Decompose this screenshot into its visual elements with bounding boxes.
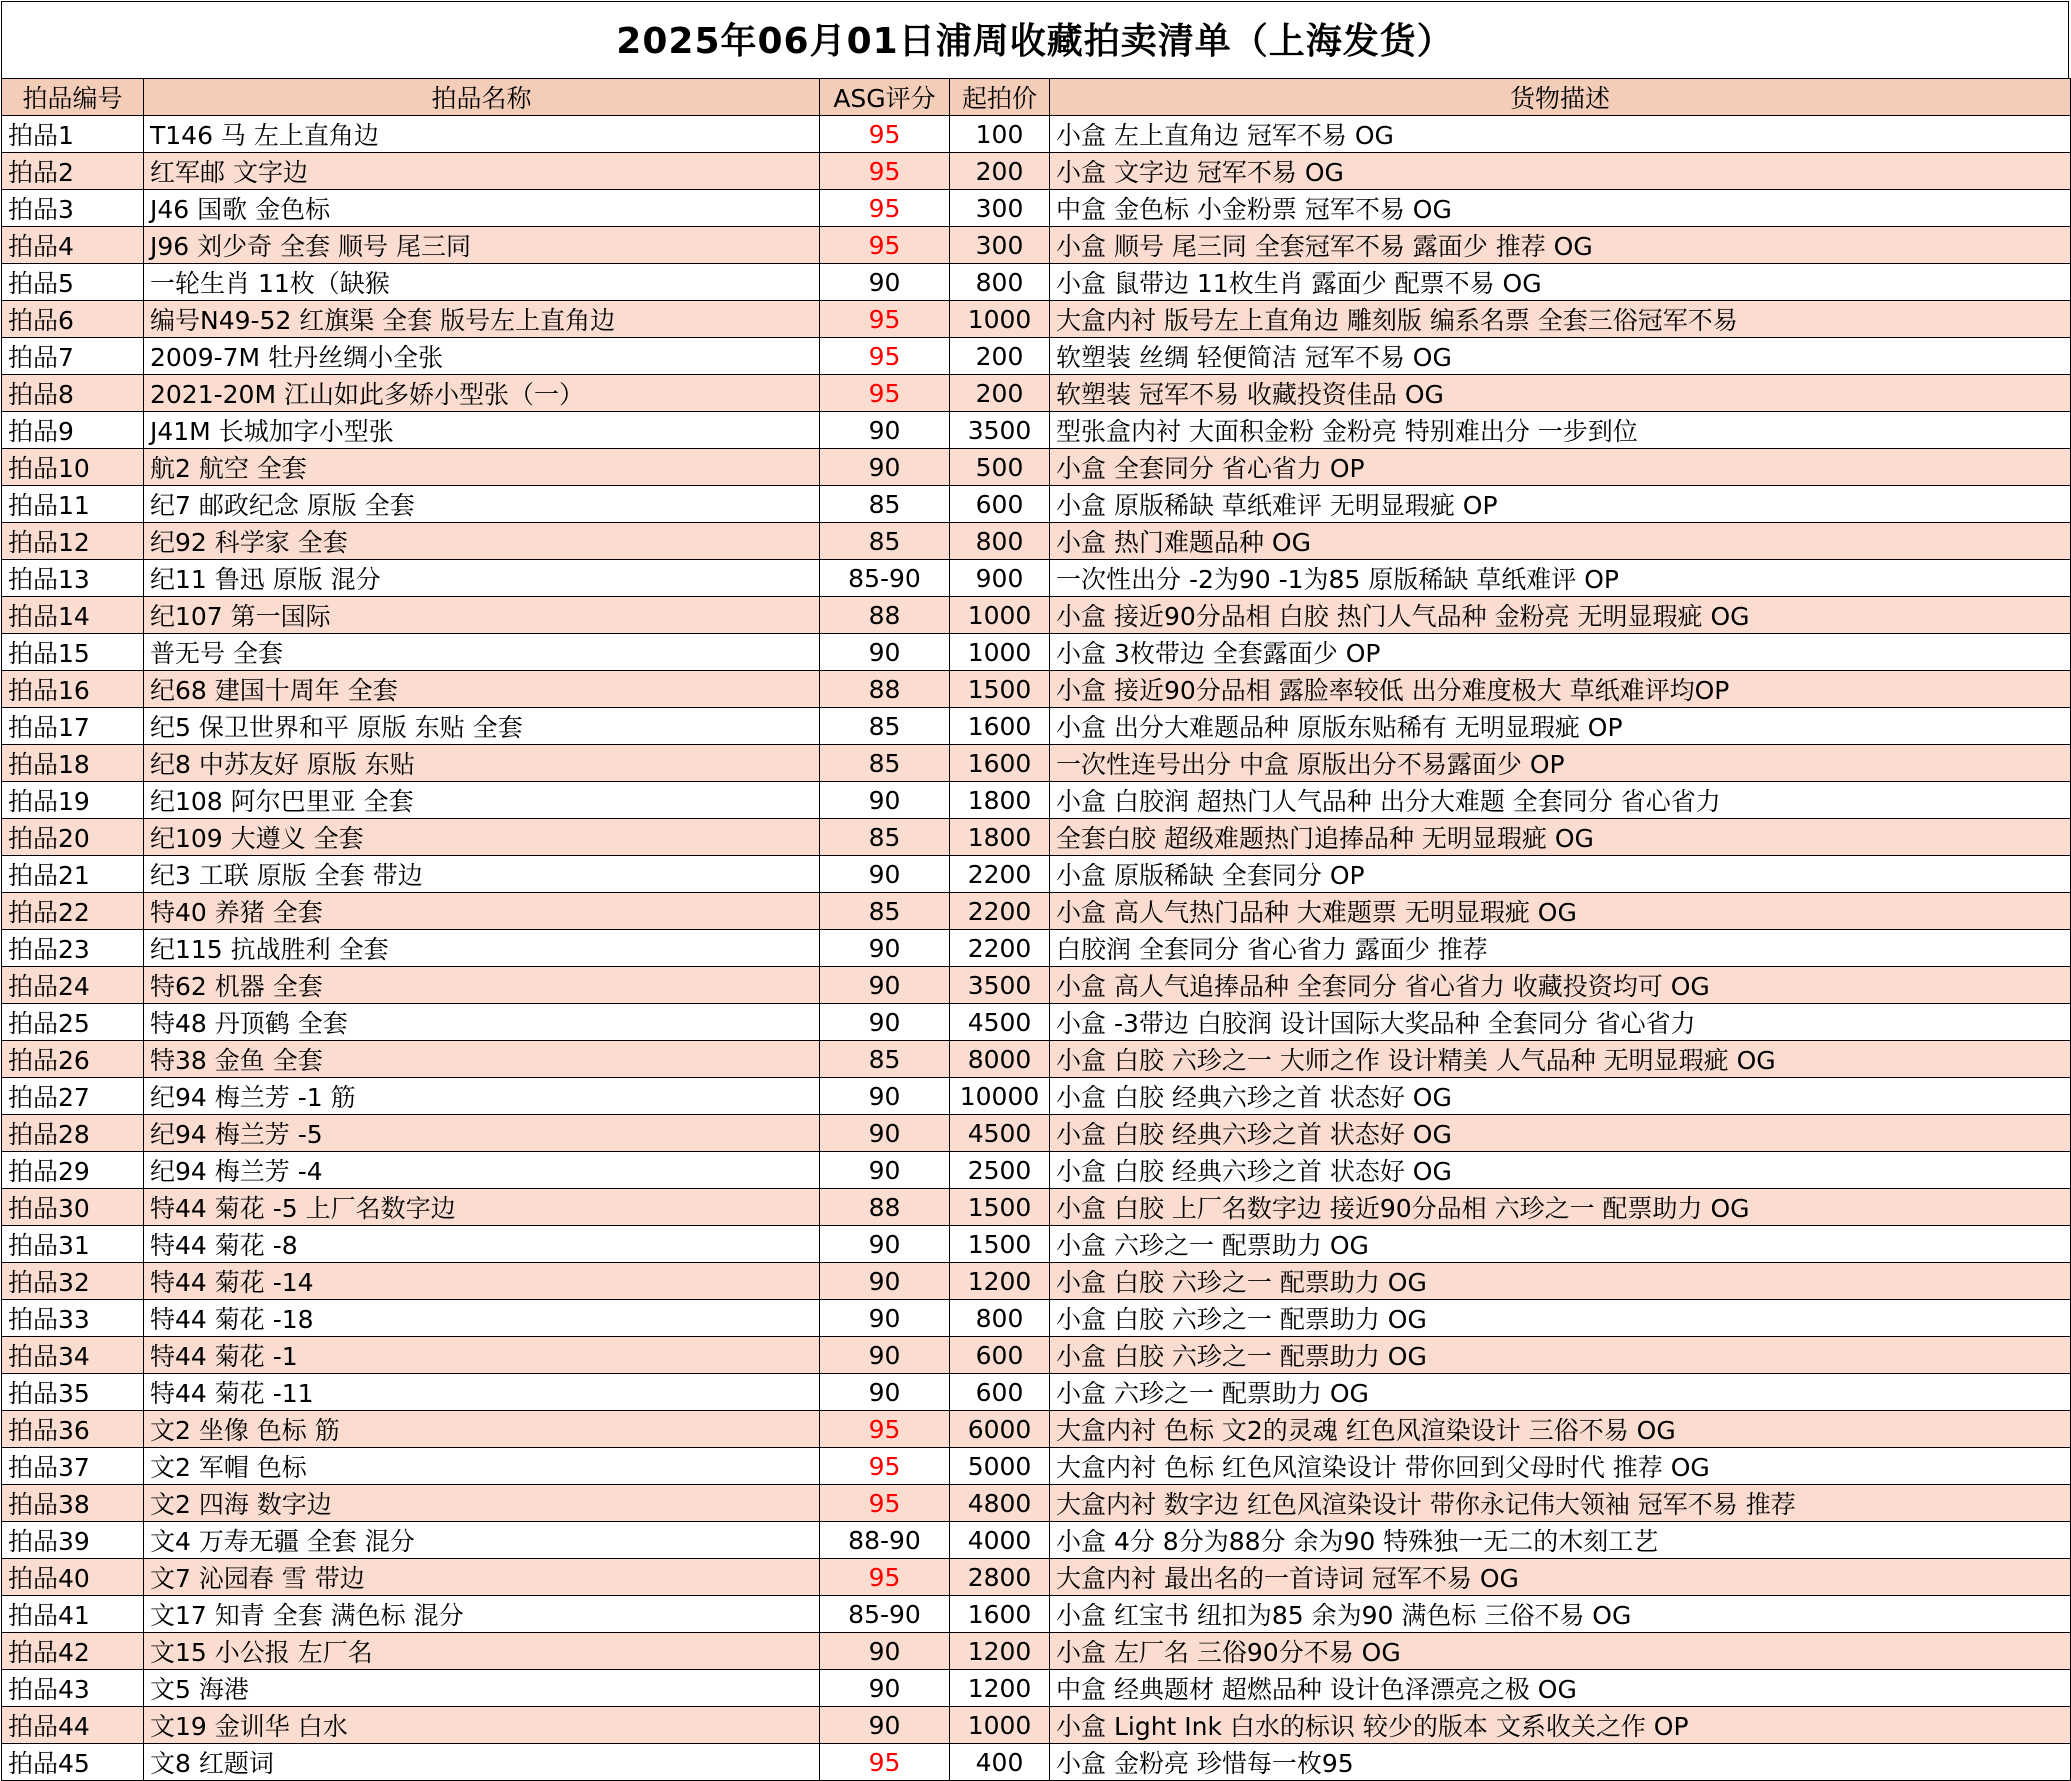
asg-score-cell: 85-90 [820, 1596, 950, 1633]
asg-score-cell: 85 [820, 1041, 950, 1078]
lot-number-cell: 拍品6 [2, 301, 144, 338]
lot-name-cell: 纪5 保卫世界和平 原版 东贴 全套 [144, 708, 820, 745]
lot-name-cell: 文17 知青 全套 满色标 混分 [144, 1596, 820, 1633]
lot-number-cell: 拍品17 [2, 708, 144, 745]
table-row [2, 1448, 2071, 1485]
table-row [2, 1189, 2071, 1226]
asg-score-cell: 85 [820, 523, 950, 560]
starting-price-cell: 1200 [950, 1670, 1050, 1707]
description-cell: 小盒 白胶 经典六珍之首 状态好 OG [1050, 1115, 2071, 1152]
lot-name-cell: 特44 菊花 -11 [144, 1374, 820, 1411]
lot-number-cell: 拍品26 [2, 1041, 144, 1078]
lot-number-cell: 拍品43 [2, 1670, 144, 1707]
starting-price-cell: 3500 [950, 412, 1050, 449]
lot-name-cell: 纪92 科学家 全套 [144, 523, 820, 560]
table-row [2, 412, 2071, 449]
lot-number-cell: 拍品14 [2, 597, 144, 634]
lot-number-cell: 拍品33 [2, 1300, 144, 1337]
lot-number-cell: 拍品19 [2, 782, 144, 819]
table-row [2, 893, 2071, 930]
lot-number-cell: 拍品22 [2, 893, 144, 930]
header-row [2, 79, 2071, 116]
lot-name-cell: 纪107 第一国际 [144, 597, 820, 634]
lot-name-cell: 文2 坐像 色标 筋 [144, 1411, 820, 1448]
description-cell: 小盒 文字边 冠军不易 OG [1050, 153, 2071, 190]
lot-number-cell: 拍品24 [2, 967, 144, 1004]
lot-name-cell: 纪68 建国十周年 全套 [144, 671, 820, 708]
table-row [2, 301, 2071, 338]
lot-name-cell: 纪94 梅兰芳 -1 筋 [144, 1078, 820, 1115]
lot-number-cell: 拍品39 [2, 1522, 144, 1559]
lot-name-cell: 纪94 梅兰芳 -4 [144, 1152, 820, 1189]
description-cell: 小盒 热门难题品种 OG [1050, 523, 2071, 560]
description-cell: 大盒内衬 色标 红色风渲染设计 带你回到父母时代 推荐 OG [1050, 1448, 2071, 1485]
table-row [2, 1707, 2071, 1744]
table-row [2, 375, 2071, 412]
starting-price-cell: 1500 [950, 1226, 1050, 1263]
starting-price-cell: 2800 [950, 1559, 1050, 1596]
asg-score-cell: 85 [820, 708, 950, 745]
asg-score-cell: 85 [820, 486, 950, 523]
lot-number-cell: 拍品35 [2, 1374, 144, 1411]
description-cell: 软塑装 冠军不易 收藏投资佳品 OG [1050, 375, 2071, 412]
description-cell: 大盒内衬 最出名的一首诗词 冠军不易 OG [1050, 1559, 2071, 1596]
lot-name-cell: J96 刘少奇 全套 顺号 尾三同 [144, 227, 820, 264]
lot-name-cell: 特44 菊花 -8 [144, 1226, 820, 1263]
asg-score-cell: 95 [820, 1559, 950, 1596]
lot-name-cell: 普无号 全套 [144, 634, 820, 671]
description-cell: 中盒 经典题材 超燃品种 设计色泽漂亮之极 OG [1050, 1670, 2071, 1707]
starting-price-cell: 800 [950, 1300, 1050, 1337]
starting-price-cell: 4500 [950, 1115, 1050, 1152]
lot-number-cell: 拍品9 [2, 412, 144, 449]
asg-score-cell: 90 [820, 930, 950, 967]
header-starting-price: 起拍价 [950, 79, 1050, 116]
description-cell: 小盒 六珍之一 配票助力 OG [1050, 1226, 2071, 1263]
asg-score-cell: 90 [820, 856, 950, 893]
table-row [2, 856, 2071, 893]
lot-name-cell: 纪3 工联 原版 全套 带边 [144, 856, 820, 893]
lot-name-cell: 文2 四海 数字边 [144, 1485, 820, 1522]
lot-name-cell: 文7 沁园春 雪 带边 [144, 1559, 820, 1596]
asg-score-cell: 90 [820, 1263, 950, 1300]
lot-number-cell: 拍品16 [2, 671, 144, 708]
description-cell: 小盒 3枚带边 全套露面少 OP [1050, 634, 2071, 671]
description-cell: 小盒 出分大难题品种 原版东贴稀有 无明显瑕疵 OP [1050, 708, 2071, 745]
starting-price-cell: 300 [950, 227, 1050, 264]
lot-number-cell: 拍品1 [2, 116, 144, 153]
asg-score-cell: 90 [820, 412, 950, 449]
header-lot-name: 拍品名称 [144, 79, 820, 116]
table-row [2, 708, 2071, 745]
lot-number-cell: 拍品2 [2, 153, 144, 190]
starting-price-cell: 300 [950, 190, 1050, 227]
asg-score-cell: 85-90 [820, 560, 950, 597]
lot-number-cell: 拍品12 [2, 523, 144, 560]
description-cell: 大盒内衬 色标 文2的灵魂 红色风渲染设计 三俗不易 OG [1050, 1411, 2071, 1448]
lot-number-cell: 拍品11 [2, 486, 144, 523]
asg-score-cell: 90 [820, 1670, 950, 1707]
lot-number-cell: 拍品5 [2, 264, 144, 301]
starting-price-cell: 6000 [950, 1411, 1050, 1448]
table-row [2, 930, 2071, 967]
starting-price-cell: 900 [950, 560, 1050, 597]
lot-name-cell: 文8 红题词 [144, 1744, 820, 1781]
table-row [2, 190, 2071, 227]
lot-name-cell: 一轮生肖 11枚（缺猴 [144, 264, 820, 301]
description-cell: 小盒 鼠带边 11枚生肖 露面少 配票不易 OG [1050, 264, 2071, 301]
lot-number-cell: 拍品8 [2, 375, 144, 412]
description-cell: 小盒 顺号 尾三同 全套冠军不易 露面少 推荐 OG [1050, 227, 2071, 264]
lot-number-cell: 拍品37 [2, 1448, 144, 1485]
lot-name-cell: 2021-20M 江山如此多娇小型张（一） [144, 375, 820, 412]
starting-price-cell: 1800 [950, 819, 1050, 856]
table-row [2, 782, 2071, 819]
header-lot-number: 拍品编号 [2, 79, 144, 116]
table-row [2, 1670, 2071, 1707]
lot-name-cell: 文15 小公报 左厂名 [144, 1633, 820, 1670]
starting-price-cell: 1000 [950, 301, 1050, 338]
lot-name-cell: J41M 长城加字小型张 [144, 412, 820, 449]
lot-number-cell: 拍品27 [2, 1078, 144, 1115]
description-cell: 小盒 白胶 经典六珍之首 状态好 OG [1050, 1152, 2071, 1189]
lot-number-cell: 拍品13 [2, 560, 144, 597]
asg-score-cell: 85 [820, 893, 950, 930]
lot-number-cell: 拍品30 [2, 1189, 144, 1226]
lot-number-cell: 拍品42 [2, 1633, 144, 1670]
description-cell: 小盒 左上直角边 冠军不易 OG [1050, 116, 2071, 153]
starting-price-cell: 200 [950, 338, 1050, 375]
table-row [2, 745, 2071, 782]
lot-number-cell: 拍品36 [2, 1411, 144, 1448]
asg-score-cell: 90 [820, 1374, 950, 1411]
starting-price-cell: 5000 [950, 1448, 1050, 1485]
table-row [2, 1596, 2071, 1633]
lot-name-cell: 特44 菊花 -14 [144, 1263, 820, 1300]
asg-score-cell: 95 [820, 1485, 950, 1522]
lot-number-cell: 拍品41 [2, 1596, 144, 1633]
table-row [2, 1263, 2071, 1300]
asg-score-cell: 95 [820, 227, 950, 264]
table-row [2, 1152, 2071, 1189]
table-row [2, 1337, 2071, 1374]
asg-score-cell: 90 [820, 782, 950, 819]
table-row [2, 1633, 2071, 1670]
asg-score-cell: 90 [820, 449, 950, 486]
asg-score-cell: 90 [820, 1633, 950, 1670]
lot-name-cell: 纪108 阿尔巴里亚 全套 [144, 782, 820, 819]
asg-score-cell: 95 [820, 338, 950, 375]
description-cell: 一次性出分 -2为90 -1为85 原版稀缺 草纸难评 OP [1050, 560, 2071, 597]
lot-number-cell: 拍品31 [2, 1226, 144, 1263]
lot-name-cell: 文4 万寿无疆 全套 混分 [144, 1522, 820, 1559]
description-cell: 型张盒内衬 大面积金粉 金粉亮 特别难出分 一步到位 [1050, 412, 2071, 449]
description-cell: 小盒 金粉亮 珍惜每一枚95 [1050, 1744, 2071, 1781]
table-row [2, 116, 2071, 153]
description-cell: 小盒 高人气热门品种 大难题票 无明显瑕疵 OG [1050, 893, 2071, 930]
lot-number-cell: 拍品7 [2, 338, 144, 375]
header-asg-score: ASG评分 [820, 79, 950, 116]
starting-price-cell: 1200 [950, 1263, 1050, 1300]
lot-number-cell: 拍品44 [2, 1707, 144, 1744]
starting-price-cell: 200 [950, 153, 1050, 190]
table-row [2, 1041, 2071, 1078]
table-row [2, 1559, 2071, 1596]
description-cell: 小盒 -3带边 白胶润 设计国际大奖品种 全套同分 省心省力 [1050, 1004, 2071, 1041]
starting-price-cell: 1000 [950, 1707, 1050, 1744]
lot-name-cell: 特44 菊花 -5 上厂名数字边 [144, 1189, 820, 1226]
lot-name-cell: 特44 菊花 -18 [144, 1300, 820, 1337]
description-cell: 小盒 全套同分 省心省力 OP [1050, 449, 2071, 486]
description-cell: 小盒 原版稀缺 草纸难评 无明显瑕疵 OP [1050, 486, 2071, 523]
table-row [2, 1004, 2071, 1041]
description-cell: 全套白胶 超级难题热门追捧品种 无明显瑕疵 OG [1050, 819, 2071, 856]
description-cell: 小盒 六珍之一 配票助力 OG [1050, 1374, 2071, 1411]
lot-number-cell: 拍品15 [2, 634, 144, 671]
lot-name-cell: 文19 金训华 白水 [144, 1707, 820, 1744]
starting-price-cell: 4500 [950, 1004, 1050, 1041]
starting-price-cell: 3500 [950, 967, 1050, 1004]
auction-sheet [1, 1, 2069, 1781]
description-cell: 小盒 白胶润 超热门人气品种 出分大难题 全套同分 省心省力 [1050, 782, 2071, 819]
table-row [2, 1226, 2071, 1263]
auction-table [1, 78, 2071, 1781]
table-row [2, 153, 2071, 190]
table-row [2, 523, 2071, 560]
asg-score-cell: 90 [820, 1152, 950, 1189]
description-cell: 小盒 红宝书 纽扣为85 余为90 满色标 三俗不易 OG [1050, 1596, 2071, 1633]
lot-name-cell: 纪115 抗战胜利 全套 [144, 930, 820, 967]
lot-name-cell: T146 马 左上直角边 [144, 116, 820, 153]
table-row [2, 671, 2071, 708]
lot-name-cell: 特48 丹顶鹤 全套 [144, 1004, 820, 1041]
asg-score-cell: 95 [820, 116, 950, 153]
lot-name-cell: 特44 菊花 -1 [144, 1337, 820, 1374]
asg-score-cell: 95 [820, 1448, 950, 1485]
lot-number-cell: 拍品32 [2, 1263, 144, 1300]
asg-score-cell: 90 [820, 1707, 950, 1744]
table-row [2, 1485, 2071, 1522]
lot-number-cell: 拍品3 [2, 190, 144, 227]
lot-number-cell: 拍品45 [2, 1744, 144, 1781]
table-row [2, 560, 2071, 597]
starting-price-cell: 500 [950, 449, 1050, 486]
asg-score-cell: 88 [820, 1189, 950, 1226]
lot-name-cell: 文5 海港 [144, 1670, 820, 1707]
asg-score-cell: 95 [820, 301, 950, 338]
table-row [2, 486, 2071, 523]
lot-number-cell: 拍品40 [2, 1559, 144, 1596]
lot-name-cell: 纪11 鲁迅 原版 混分 [144, 560, 820, 597]
description-cell: 软塑装 丝绸 轻便简洁 冠军不易 OG [1050, 338, 2071, 375]
asg-score-cell: 90 [820, 1078, 950, 1115]
description-cell: 一次性连号出分 中盒 原版出分不易露面少 OP [1050, 745, 2071, 782]
lot-name-cell: 航2 航空 全套 [144, 449, 820, 486]
lot-name-cell: J46 国歌 金色标 [144, 190, 820, 227]
table-row [2, 1374, 2071, 1411]
starting-price-cell: 2500 [950, 1152, 1050, 1189]
header-description: 货物描述 [1050, 79, 2071, 116]
lot-number-cell: 拍品34 [2, 1337, 144, 1374]
table-row [2, 597, 2071, 634]
starting-price-cell: 8000 [950, 1041, 1050, 1078]
description-cell: 小盒 白胶 六珍之一 配票助力 OG [1050, 1300, 2071, 1337]
lot-number-cell: 拍品25 [2, 1004, 144, 1041]
table-row [2, 264, 2071, 301]
description-cell: 小盒 左厂名 三俗90分不易 OG [1050, 1633, 2071, 1670]
asg-score-cell: 90 [820, 264, 950, 301]
starting-price-cell: 2200 [950, 930, 1050, 967]
starting-price-cell: 600 [950, 1374, 1050, 1411]
description-cell: 小盒 白胶 六珍之一 配票助力 OG [1050, 1263, 2071, 1300]
table-row [2, 1744, 2071, 1781]
lot-name-cell: 红军邮 文字边 [144, 153, 820, 190]
asg-score-cell: 90 [820, 1337, 950, 1374]
description-cell: 小盒 白胶 经典六珍之首 状态好 OG [1050, 1078, 2071, 1115]
description-cell: 小盒 高人气追捧品种 全套同分 省心省力 收藏投资均可 OG [1050, 967, 2071, 1004]
lot-name-cell: 纪7 邮政纪念 原版 全套 [144, 486, 820, 523]
starting-price-cell: 1500 [950, 671, 1050, 708]
starting-price-cell: 800 [950, 523, 1050, 560]
lot-number-cell: 拍品29 [2, 1152, 144, 1189]
description-cell: 小盒 4分 8分为88分 余为90 特殊独一无二的木刻工艺 [1050, 1522, 2071, 1559]
table-row [2, 449, 2071, 486]
table-row [2, 1115, 2071, 1152]
table-row [2, 1522, 2071, 1559]
sheet-title: 2025年06月01日浦周收藏拍卖清单（上海发货） [1, 1, 2069, 78]
asg-score-cell: 90 [820, 1226, 950, 1263]
starting-price-cell: 100 [950, 116, 1050, 153]
starting-price-cell: 10000 [950, 1078, 1050, 1115]
starting-price-cell: 2200 [950, 856, 1050, 893]
starting-price-cell: 1500 [950, 1189, 1050, 1226]
lot-name-cell: 特38 金鱼 全套 [144, 1041, 820, 1078]
starting-price-cell: 800 [950, 264, 1050, 301]
starting-price-cell: 1600 [950, 1596, 1050, 1633]
starting-price-cell: 4000 [950, 1522, 1050, 1559]
description-cell: 小盒 白胶 六珍之一 大师之作 设计精美 人气品种 无明显瑕疵 OG [1050, 1041, 2071, 1078]
starting-price-cell: 1000 [950, 597, 1050, 634]
lot-name-cell: 2009-7M 牡丹丝绸小全张 [144, 338, 820, 375]
description-cell: 大盒内衬 版号左上直角边 雕刻版 编系名票 全套三俗冠军不易 [1050, 301, 2071, 338]
asg-score-cell: 90 [820, 967, 950, 1004]
table-row [2, 338, 2071, 375]
lot-name-cell: 纪94 梅兰芳 -5 [144, 1115, 820, 1152]
lot-name-cell: 文2 军帽 色标 [144, 1448, 820, 1485]
lot-name-cell: 特40 养猪 全套 [144, 893, 820, 930]
lot-name-cell: 纪8 中苏友好 原版 东贴 [144, 745, 820, 782]
lot-number-cell: 拍品4 [2, 227, 144, 264]
table-row [2, 819, 2071, 856]
description-cell: 大盒内衬 数字边 红色风渲染设计 带你永记伟大领袖 冠军不易 推荐 [1050, 1485, 2071, 1522]
starting-price-cell: 1600 [950, 708, 1050, 745]
asg-score-cell: 88 [820, 671, 950, 708]
description-cell: 中盒 金色标 小金粉票 冠军不易 OG [1050, 190, 2071, 227]
description-cell: 白胶润 全套同分 省心省力 露面少 推荐 [1050, 930, 2071, 967]
lot-number-cell: 拍品20 [2, 819, 144, 856]
lot-name-cell: 编号N49-52 红旗渠 全套 版号左上直角边 [144, 301, 820, 338]
description-cell: 小盒 白胶 上厂名数字边 接近90分品相 六珍之一 配票助力 OG [1050, 1189, 2071, 1226]
starting-price-cell: 2200 [950, 893, 1050, 930]
lot-number-cell: 拍品28 [2, 1115, 144, 1152]
asg-score-cell: 95 [820, 190, 950, 227]
starting-price-cell: 600 [950, 486, 1050, 523]
description-cell: 小盒 白胶 六珍之一 配票助力 OG [1050, 1337, 2071, 1374]
description-cell: 小盒 接近90分品相 白胶 热门人气品种 金粉亮 无明显瑕疵 OG [1050, 597, 2071, 634]
table-row [2, 1300, 2071, 1337]
description-cell: 小盒 Light Ink 白水的标识 较少的版本 文系收关之作 OP [1050, 1707, 2071, 1744]
lot-name-cell: 纪109 大遵义 全套 [144, 819, 820, 856]
starting-price-cell: 1600 [950, 745, 1050, 782]
table-body [2, 116, 2071, 1781]
starting-price-cell: 1200 [950, 1633, 1050, 1670]
description-cell: 小盒 原版稀缺 全套同分 OP [1050, 856, 2071, 893]
table-row [2, 634, 2071, 671]
description-cell: 小盒 接近90分品相 露脸率较低 出分难度极大 草纸难评均OP [1050, 671, 2071, 708]
asg-score-cell: 88-90 [820, 1522, 950, 1559]
lot-number-cell: 拍品10 [2, 449, 144, 486]
asg-score-cell: 85 [820, 819, 950, 856]
starting-price-cell: 200 [950, 375, 1050, 412]
asg-score-cell: 90 [820, 634, 950, 671]
asg-score-cell: 95 [820, 153, 950, 190]
table-row [2, 227, 2071, 264]
asg-score-cell: 95 [820, 375, 950, 412]
asg-score-cell: 85 [820, 745, 950, 782]
asg-score-cell: 90 [820, 1300, 950, 1337]
starting-price-cell: 600 [950, 1337, 1050, 1374]
starting-price-cell: 1000 [950, 634, 1050, 671]
lot-number-cell: 拍品18 [2, 745, 144, 782]
asg-score-cell: 95 [820, 1744, 950, 1781]
asg-score-cell: 90 [820, 1115, 950, 1152]
starting-price-cell: 1800 [950, 782, 1050, 819]
lot-number-cell: 拍品23 [2, 930, 144, 967]
asg-score-cell: 95 [820, 1411, 950, 1448]
asg-score-cell: 88 [820, 597, 950, 634]
lot-number-cell: 拍品38 [2, 1485, 144, 1522]
lot-name-cell: 特62 机器 全套 [144, 967, 820, 1004]
table-row [2, 967, 2071, 1004]
table-row [2, 1411, 2071, 1448]
starting-price-cell: 4800 [950, 1485, 1050, 1522]
starting-price-cell: 400 [950, 1744, 1050, 1781]
table-row [2, 1078, 2071, 1115]
lot-number-cell: 拍品21 [2, 856, 144, 893]
asg-score-cell: 90 [820, 1004, 950, 1041]
